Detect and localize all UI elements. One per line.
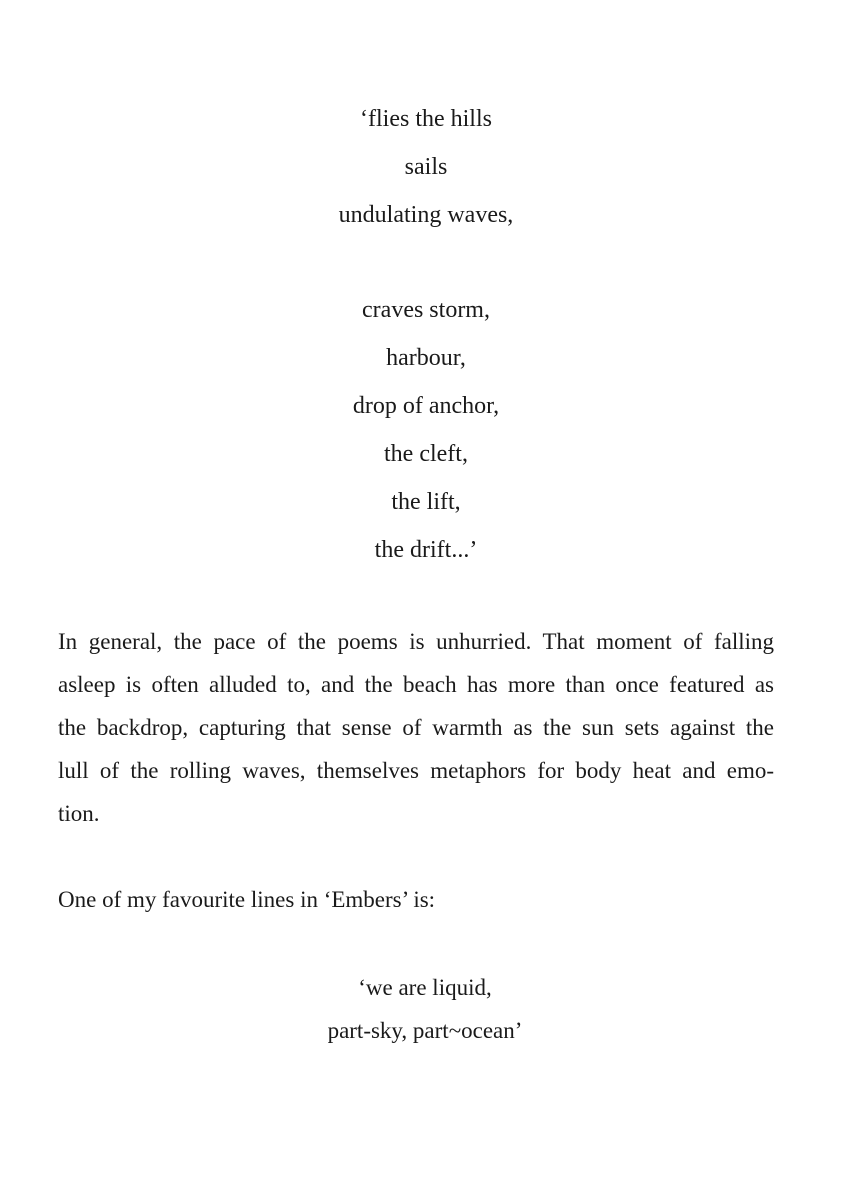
poem-line: drop of anchor, xyxy=(352,393,500,419)
quote-line: part-sky, part~ocean’ xyxy=(327,1018,523,1043)
paragraph-line: In general, the pace of the poems is unhurried. That moment of falling xyxy=(58,629,774,654)
poem-line: craves storm, xyxy=(362,297,490,323)
poem-line: ‘flies the hills xyxy=(360,106,492,132)
paragraph-line: asleep is often alluded to, and the beach has more than once featured as xyxy=(58,672,774,697)
paragraph-line: tion. xyxy=(58,801,100,826)
paragraph-line: lull of the rolling waves, themselves metaphors for body heat and emo- xyxy=(58,758,774,783)
body-paragraph xyxy=(58,620,774,835)
poem-line: undulating waves, xyxy=(338,202,514,228)
paragraph-line: the backdrop, capturing that sense of warmth as the sun sets against the xyxy=(58,715,774,740)
poem-line: the drift...’ xyxy=(374,537,478,563)
intro-sentence: One of my favourite lines in ‘Embers’ is: xyxy=(58,887,436,912)
quote-line: ‘we are liquid, xyxy=(358,975,492,1000)
poem-line: the lift, xyxy=(391,489,461,515)
poem-line: the cleft, xyxy=(384,441,468,467)
poem-line: harbour, xyxy=(386,345,466,371)
poem-line: sails xyxy=(404,154,448,180)
